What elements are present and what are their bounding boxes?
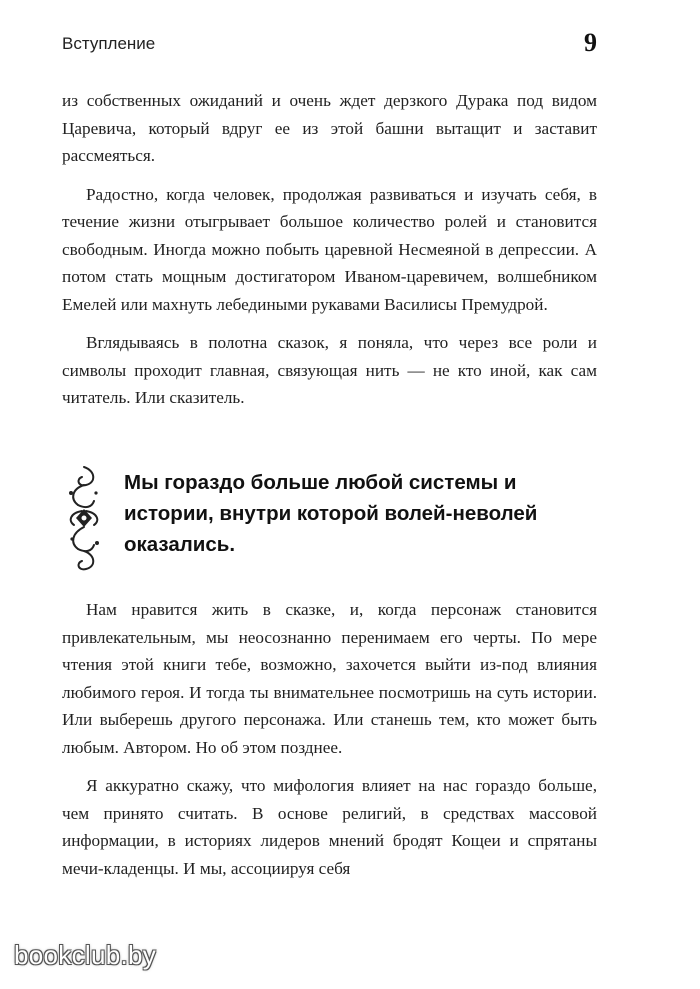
running-head: Вступление [62,34,156,53]
floral-scroll-icon [62,463,106,573]
paragraph: Нам нравится жить в сказке, и, когда персонаж становится привлекательным, мы неосознанно перенимаем его черты. По мере чтения этой книги тебе, возможно, захочется выйти из-под влияния любимого героя. И тогда ты внимательнее посмотришь на суть истории. Или выберешь другого персонажа. Или станешь тем, кто может быть любым. Автором. Но об этом позднее. [62,600,597,757]
paragraph: Радостно, когда человек, продолжая развиваться и изучать себя, в течение жизни отыгрывает большое количество ролей и становится свободным. Иногда можно побыть царевной Несмеяной в депрессии. А потом стать мощным достигатором Иваном-царевичем, волшебником Емелей или махнуть лебедиными рукавами Василисы Премудрой. [62,184,597,314]
pull-quote [62,463,597,573]
paragraph: Я аккуратно скажу, что мифология влияет на нас гораздо больше, чем принято считать. В основе религий, в средствах массовой информации, в историях лидеров мнений бродят Кощеи и спрятаны мечи-кладенцы. И мы, ассоциируя себя [62,776,597,878]
text-block-bottom [62,596,597,893]
pull-quote-text: Мы гораздо больше любой системы и истории, внутри которой волей-неволей оказались. [124,471,538,556]
page-number: 9 [584,28,597,57]
watermark: bookclub.by [14,940,157,970]
text-block-top [62,87,597,423]
paragraph: Вглядываясь в полотна сказок, я поняла, что через все роли и символы проходит главная, связующая нить — не кто иной, как сам читатель. Или сказитель. [62,333,597,407]
paragraph: из собственных ожиданий и очень ждет дерзкого Дурака под видом Царевича, который вдруг ее из этой башни вытащит и заставит рассмеяться. [62,91,597,165]
